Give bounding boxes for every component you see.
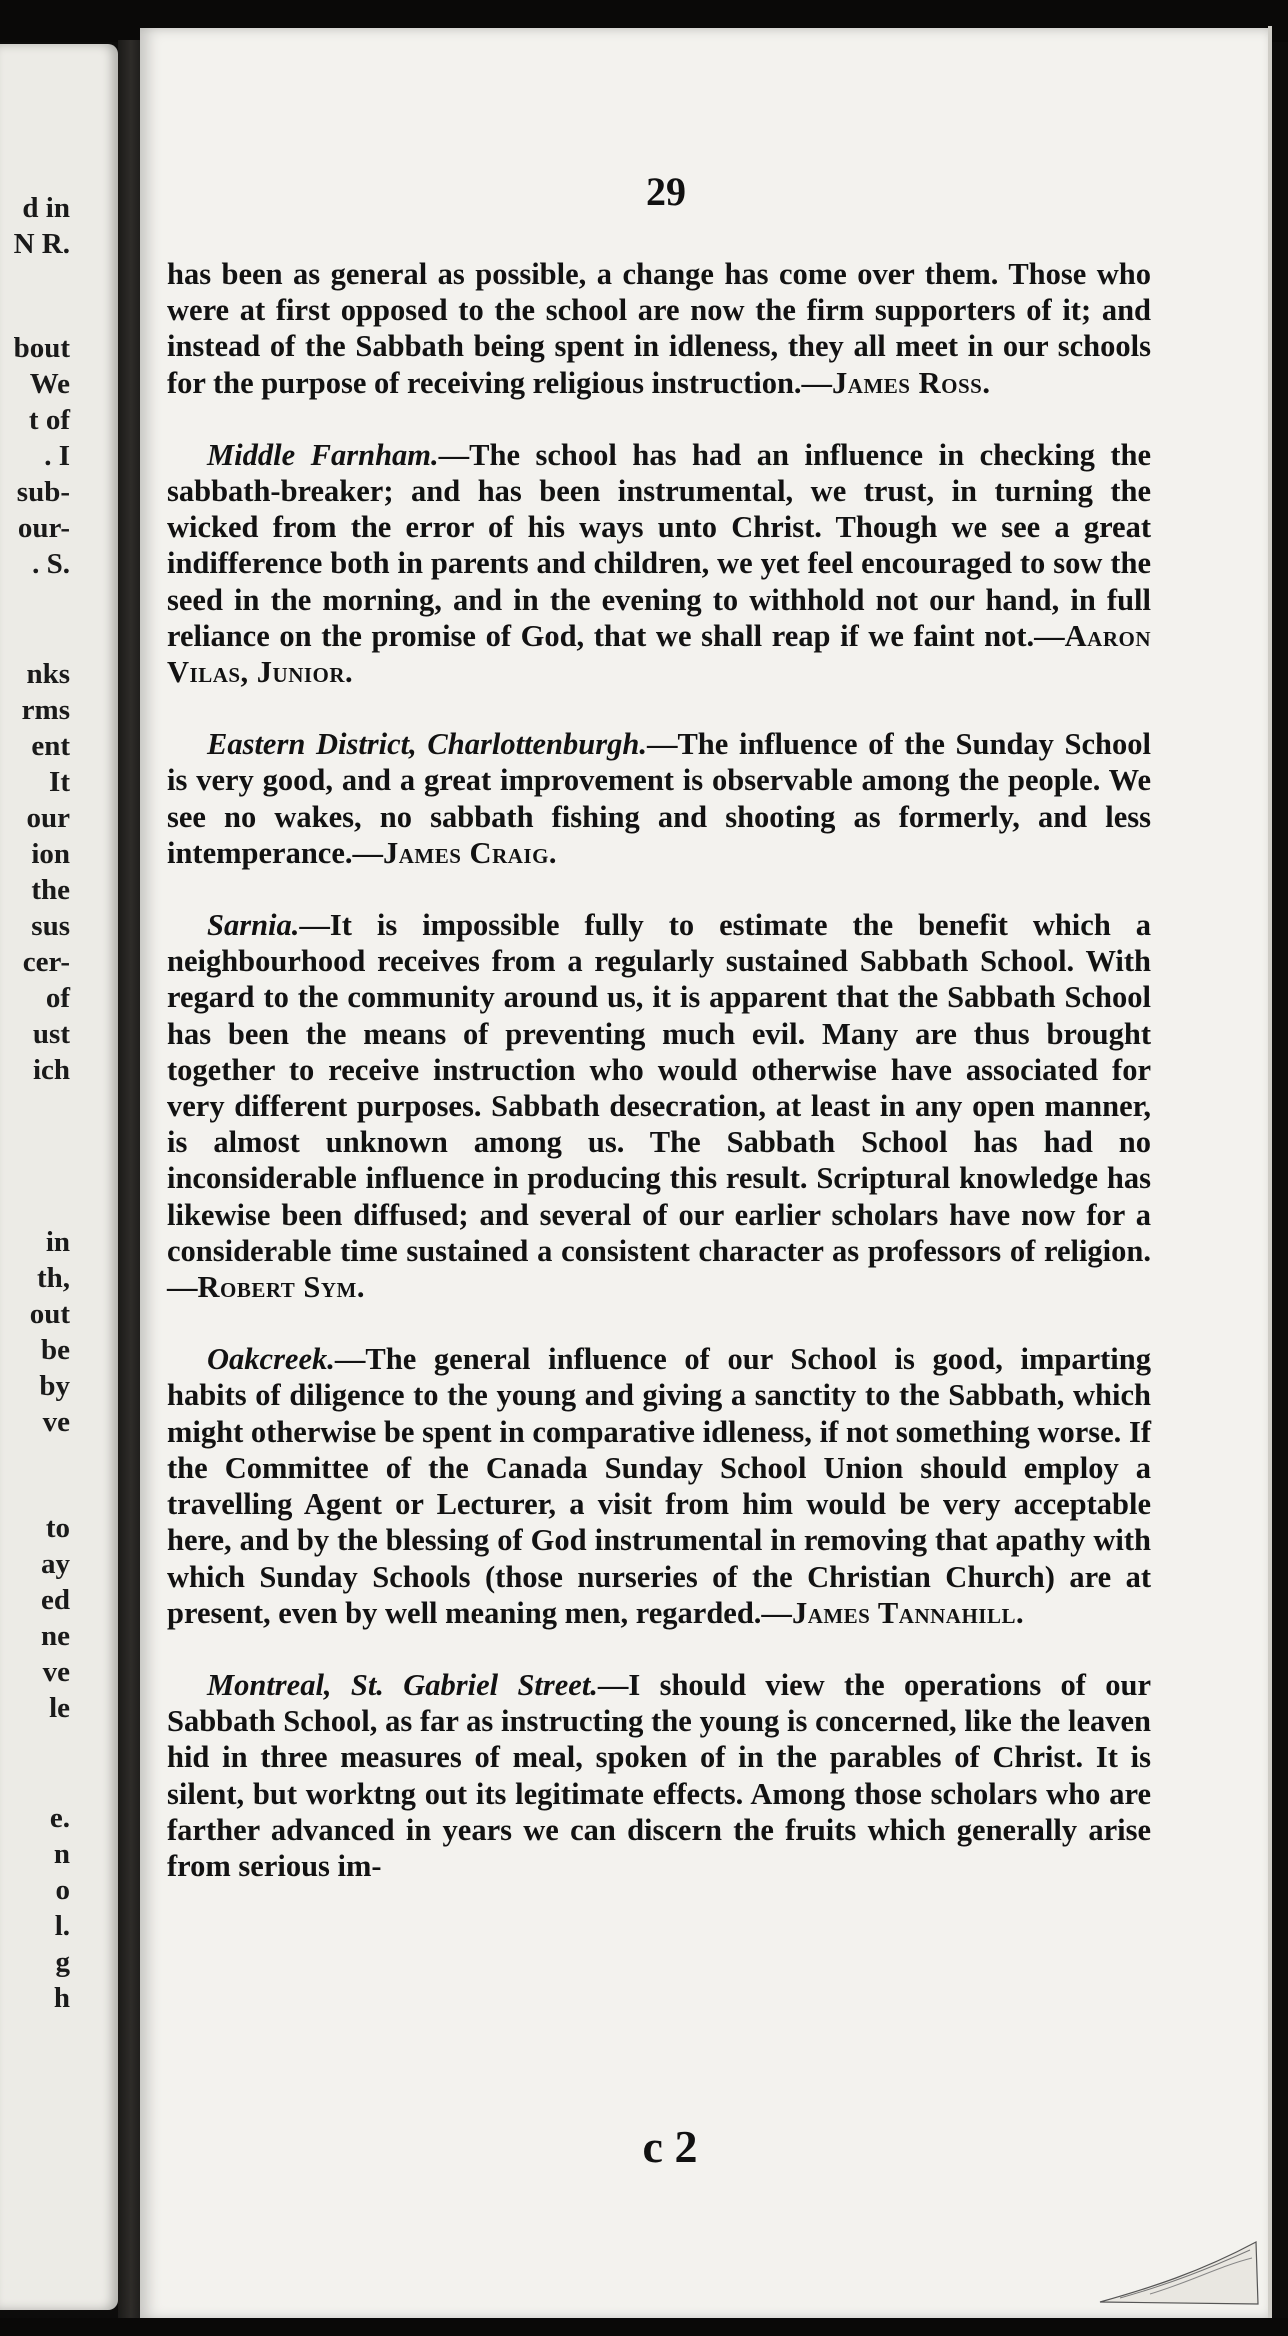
facing-page-edge <box>0 44 118 2310</box>
facing-page-fragment: to <box>45 1512 70 1544</box>
page-body-text <box>167 256 1151 1884</box>
entry-paragraph <box>167 726 1151 871</box>
facing-page-fragment: l. <box>54 1910 70 1942</box>
entry-text: —The general influence of our School is good, imparting habits of diligence to the young and giving a sanctity to the Sabbath, which might otherwise be spent in comparative idleness, if not something worse. If the Committee of the Canada Sunday School Union should employ a travelling Agent or Lecturer, a visit from him would be very acceptable here, and by the blessing of God instrumental in removing that apathy with which Sunday Schools (those nurseries of the Christian Church) are at present, even by well meaning men, regarded.— <box>167 1342 1151 1630</box>
entry-text: —The school has had an influence in checking the sabbath-breaker; and has been instrumental, we trust, in turning the wicked from the error of his ways unto Christ. Though we see a great indifference both in parents and children, we yet feel encouraged to sow the seed in the morning, and in the evening to withhold not our hand, in full reliance on the promise of God, that we shall reap if we faint not.— <box>167 437 1152 653</box>
facing-page-fragment: t of <box>28 404 70 436</box>
facing-page-fragment: ve <box>42 1656 70 1688</box>
facing-page-fragment: rms <box>21 694 70 726</box>
facing-page-fragment: We <box>29 368 70 400</box>
entry-paragraph <box>167 256 1151 401</box>
facing-page-fragment: our <box>26 802 70 834</box>
place-name: Montreal, St. Gabriel Street. <box>207 1667 598 1702</box>
facing-page-fragment: our- <box>17 512 70 544</box>
author-signature: James Craig. <box>383 835 558 870</box>
facing-page-fragment: by <box>39 1370 70 1402</box>
entry-text: has been as general as possible, a change has come over them. Those who were at first opposed to the school are now the firm supporters of it; and instead of the Sabbath being spent in idleness, they all meet in our schools for the purpose of receiving religious instruction.— <box>167 257 1151 400</box>
page-corner-curl <box>1090 2236 1260 2306</box>
facing-page-fragment: out <box>29 1298 70 1330</box>
facing-page-fragment: ion <box>31 838 70 870</box>
facing-page-fragment: ich <box>32 1054 70 1086</box>
entry-paragraph <box>167 1667 1151 1884</box>
facing-page-fragment: d in <box>22 192 70 224</box>
place-name: Sarnia. <box>207 908 300 943</box>
facing-page-fragment: nks <box>26 658 70 690</box>
facing-page-fragment: o <box>55 1874 70 1906</box>
entry-paragraph <box>167 907 1151 1305</box>
facing-page-fragment: th, <box>36 1262 70 1294</box>
entry-text: —It is impossible fully to estimate the benefit which a neighbourhood receives from a regularly sustained Sabbath School. With regard to the community around us, it is apparent that the Sabbath School has been the means of preventing much evil. Many are thus brought together to receive instruction who would otherwise have associated for very different purposes. Sabbath desecration, at least in any open manner, is almost unknown among us. The Sabbath School has had no inconsiderable influence in producing this result. Scriptural knowledge has likewise been diffused; and several of our earlier scholars have now for a considerable time sustained a consistent character as professors of religion.— <box>167 908 1151 1305</box>
facing-page-fragment: n <box>53 1838 70 1870</box>
page-edge <box>1268 26 1272 2318</box>
facing-page-fragment: ent <box>31 730 70 762</box>
place-name: Middle Farnham. <box>207 437 439 472</box>
author-signature: James Tannahill. <box>791 1595 1025 1630</box>
facing-page-fragment: ne <box>41 1620 70 1652</box>
facing-page-fragment: h <box>53 1982 70 2014</box>
facing-page-fragment: le <box>49 1692 70 1724</box>
facing-page-fragment: the <box>31 874 70 906</box>
facing-page-fragment: sus <box>31 910 70 942</box>
printer-signature-mark: c 2 <box>642 2121 698 2172</box>
facing-page-fragment: bout <box>13 332 70 364</box>
facing-page-fragment: be <box>41 1334 70 1366</box>
facing-page-fragment: ay <box>41 1548 70 1580</box>
author-signature: James Ross. <box>832 365 991 400</box>
entry-paragraph <box>167 1341 1151 1631</box>
facing-page-fragment: . S. <box>32 548 70 580</box>
facing-page-fragment: It <box>49 766 70 798</box>
entry-paragraph <box>167 437 1151 690</box>
facing-page-fragment: . I <box>44 440 70 472</box>
place-name: Oakcreek. <box>207 1342 335 1377</box>
facing-page-fragment: sub- <box>16 476 70 508</box>
facing-page-fragment: cer- <box>22 946 70 978</box>
entry-text: —The influence of the Sunday School is very good, and a great improvement is observable among the people. We see no wakes, no sabbath fishing and shooting as formerly, and less intemperance.— <box>167 727 1151 870</box>
author-signature: Robert Sym. <box>197 1270 366 1305</box>
place-name: Eastern District, Charlottenburgh. <box>207 727 647 762</box>
page-number: 29 <box>646 169 686 214</box>
facing-page-fragment: ed <box>41 1584 70 1616</box>
author-signature: Aaron Vilas, Junior. <box>167 618 1151 690</box>
facing-page-fragment: of <box>45 982 70 1014</box>
facing-page-fragment: in <box>45 1226 70 1258</box>
scan-bottom-border <box>0 2318 1288 2336</box>
facing-page-fragment: g <box>55 1946 70 1978</box>
facing-page-fragment: ust <box>32 1018 70 1050</box>
facing-page-fragment: e. <box>49 1802 70 1834</box>
entry-text: —I should view the operations of our Sabbath School, as far as instructing the young is concerned, like the leaven hid in three measures of meal, spoken of in the parables of Christ. It is silent, but worktng out its legitimate effects. Among those scholars who are farther advanced in years we can discern the fruits which generally arise from serious im- <box>167 1667 1151 1883</box>
facing-page-fragment: N R. <box>13 228 70 260</box>
facing-page-fragment: ve <box>42 1406 70 1438</box>
